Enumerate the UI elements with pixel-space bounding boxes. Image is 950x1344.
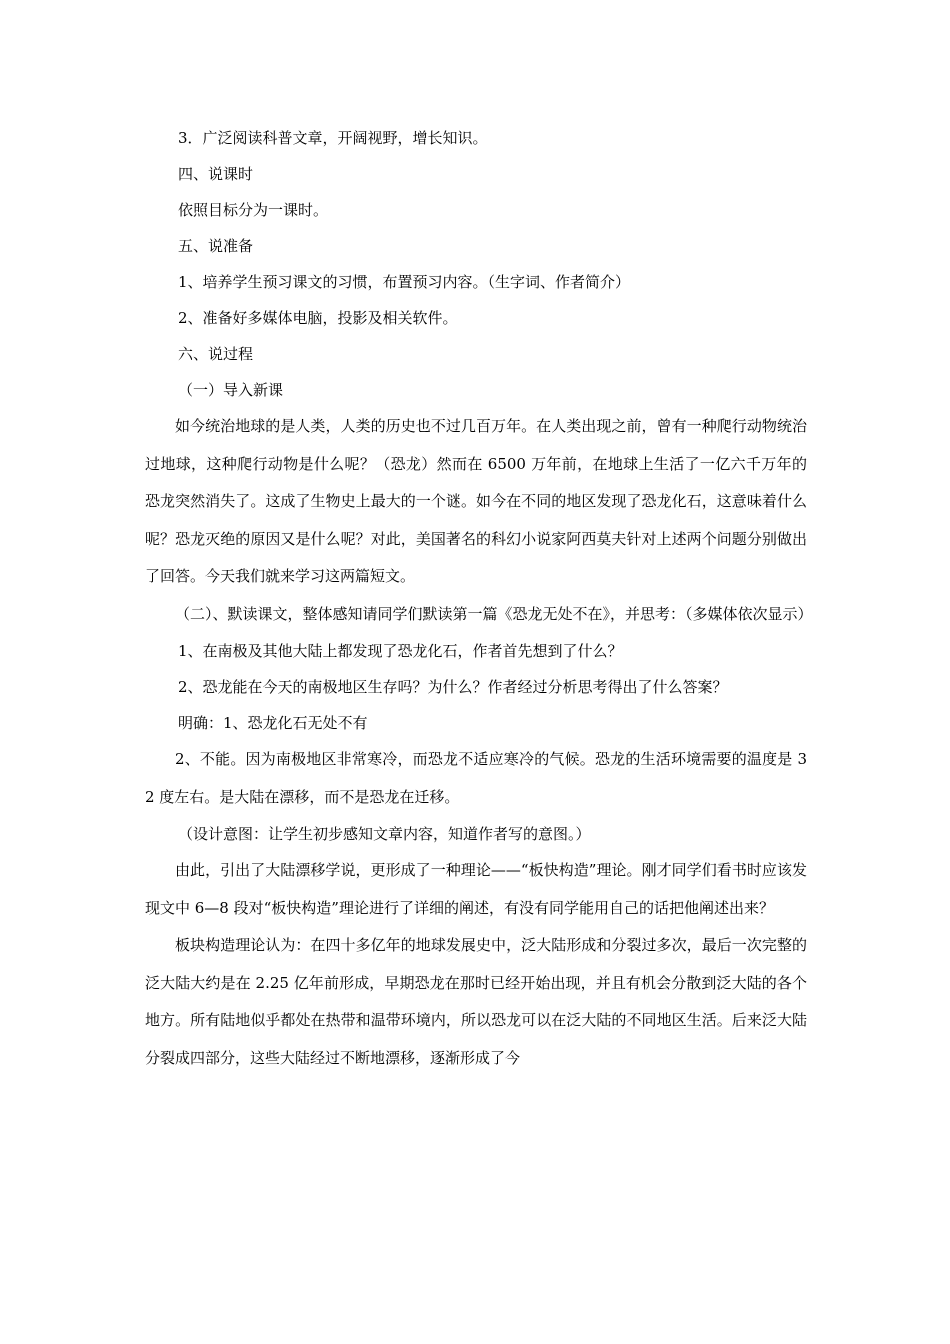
paragraph-plate-tectonics-question: 由此，引出了大陆漂移学说，更形成了一种理论——“板快构造”理论。刚才同学们看书时应该发现文中 6—8 段对“板快构造”理论进行了详细的阐述，有没有同学能用自己的话把他阐述出来？ bbox=[145, 861, 807, 917]
heading-process: 六、说过程 bbox=[178, 345, 254, 363]
paragraph-goal-3: 3．广泛阅读科普文章，开阔视野，增长知识。 bbox=[178, 129, 488, 147]
heading-class-hours: 四、说课时 bbox=[178, 165, 254, 183]
question-1: 1、在南极及其他大陆上都发现了恐龙化石，作者首先想到了什么？ bbox=[178, 642, 623, 660]
question-2: 2、恐龙能在今天的南极地区生存吗？为什么？作者经过分析思考得出了什么答案？ bbox=[178, 678, 728, 696]
document-body bbox=[145, 120, 813, 1077]
paragraph-preparation-1: 1、培养学生预习课文的习惯，布置预习内容。（生字词、作者简介） bbox=[178, 273, 631, 291]
paragraph-class-hours: 依照目标分为一课时。 bbox=[178, 201, 329, 219]
paragraph-preparation-2: 2、准备好多媒体电脑，投影及相关软件。 bbox=[178, 309, 458, 327]
answer-2: 2、不能。因为南极地区非常寒冷，而恐龙不适应寒冷的气候。恐龙的生活环境需要的温度是 32 度左右。是大陆在漂移，而不是恐龙在迁移。 bbox=[145, 750, 807, 806]
answer-1: 明确：1、恐龙化石无处不有 bbox=[178, 714, 368, 732]
paragraph-plate-tectonics-theory: 板块构造理论认为：在四十多亿年的地球发展史中，泛大陆形成和分裂过多次，最后一次完整的泛大陆大约是在 2.25 亿年前形成，早期恐龙在那时已经开始出现，并且有机会分散到泛大陆的各个地方。所有陆地似乎都处在热带和温带环境内，所以恐龙可以在泛大陆的不同地区生活。后来泛大陆分裂成四部分，这些大陆经过不断地漂移，逐渐形成了今 bbox=[145, 936, 807, 1067]
subheading-introduction: （一）导入新课 bbox=[178, 381, 284, 399]
paragraph-introduction: 如今统治地球的是人类，人类的历史也不过几百万年。在人类出现之前，曾有一种爬行动物统治过地球，这种爬行动物是什么呢？（恐龙）然而在 6500 万年前，在地球上生活了一亿六千万年的恐龙突然消失了。这成了生物史上最大的一个谜。如今在不同的地区发现了恐龙化石，这意味着什么呢？恐龙灭绝的原因又是什么呢？对此，美国著名的科幻小说家阿西莫夫针对上述两个问题分别做出了回答。今天我们就来学习这两篇短文。 bbox=[145, 417, 807, 585]
paragraph-silent-reading: （二）、默读课文，整体感知请同学们默读第一篇《恐龙无处不在》，并思考：（多媒体依次显示） bbox=[175, 604, 813, 623]
design-intent: （设计意图：让学生初步感知文章内容，知道作者写的意图。） bbox=[178, 825, 591, 843]
heading-preparation: 五、说准备 bbox=[178, 237, 254, 255]
